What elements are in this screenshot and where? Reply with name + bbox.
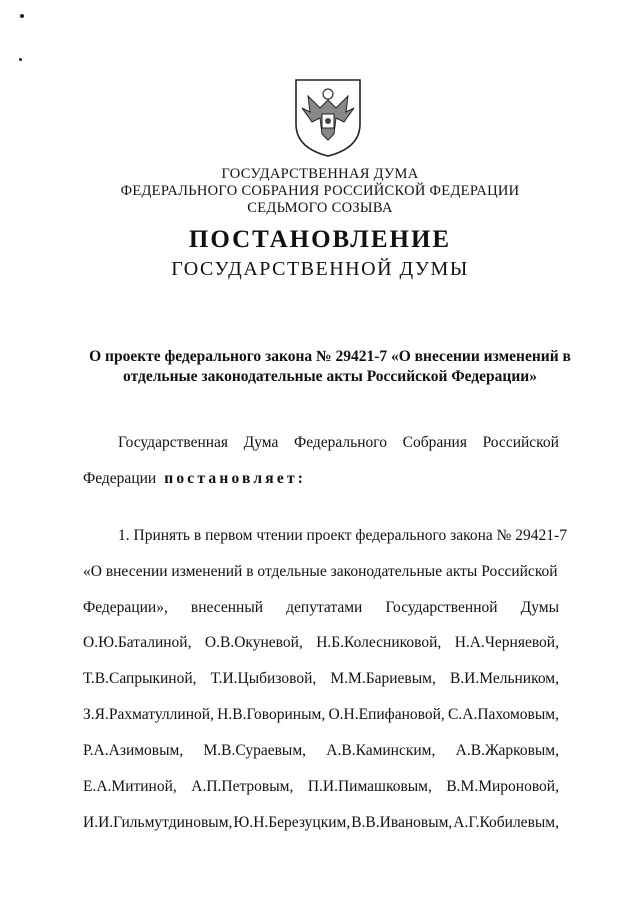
preamble-word: Государственная bbox=[118, 434, 229, 451]
body-word: Т.В.Сапрыкиной, bbox=[83, 670, 197, 687]
document-subtitle: ГОСУДАРСТВЕННОЙ ДУМЫ bbox=[171, 258, 469, 280]
body-word: Ю.Н.Березуцким, bbox=[233, 814, 351, 831]
preamble-word: Дума bbox=[243, 434, 279, 451]
scan-speck bbox=[19, 58, 22, 61]
body-word: Н.Б.Колесниковой, bbox=[316, 634, 442, 651]
body-word: С.А.Пахомовым, bbox=[448, 706, 559, 723]
preamble-line-1 bbox=[118, 434, 559, 452]
body-word: О.Ю.Баталиной, bbox=[83, 634, 192, 651]
body-word: Н.В.Говориным, bbox=[217, 706, 326, 723]
body-word: Н.А.Черняевой, bbox=[454, 634, 559, 651]
scan-speck bbox=[20, 14, 24, 18]
body-word: М.М.Бариевым, bbox=[330, 670, 436, 687]
body-line bbox=[83, 742, 559, 760]
body-word: А.В.Каминским, bbox=[326, 742, 436, 759]
body-word: И.И.Гильмутдиновым, bbox=[83, 814, 233, 831]
body-word: М.В.Сураевым, bbox=[203, 742, 306, 759]
body-word: Государственной bbox=[385, 599, 498, 616]
body-word: 1. Принять в первом чтении проект федерального закона № 29421-7 bbox=[118, 527, 567, 544]
body-word: О.Н.Епифановой, bbox=[328, 706, 445, 723]
body-word: А.Г.Кобилевым, bbox=[453, 814, 559, 831]
body-line bbox=[83, 778, 559, 796]
body-word: В.И.Мельником, bbox=[449, 670, 559, 687]
document-title: ПОСТАНОВЛЕНИЕ bbox=[188, 226, 452, 253]
body-word: А.В.Жарковым, bbox=[455, 742, 559, 759]
body-word: П.И.Пимашковым, bbox=[307, 778, 432, 795]
issuer-line-2: ФЕДЕРАЛЬНОГО СОБРАНИЯ РОССИЙСКОЙ ФЕДЕРАЦИИ bbox=[120, 183, 520, 199]
body-word: «О внесении изменений в отдельные законодательные акты Российской bbox=[83, 563, 558, 580]
body-word: З.Я.Рахматуллиной, bbox=[83, 706, 214, 723]
body-line bbox=[83, 634, 559, 652]
issuer-line-3: СЕДЬМОГО СОЗЫВА bbox=[247, 200, 393, 216]
body-word: Е.А.Митиной, bbox=[83, 778, 177, 795]
body-line bbox=[83, 563, 559, 581]
body-word: Федерации», bbox=[83, 599, 168, 616]
body-word: Думы bbox=[520, 599, 559, 616]
preamble-federation: Федерации bbox=[83, 470, 157, 487]
body-word: О.В.Окуневой, bbox=[204, 634, 303, 651]
issuer-line-1: ГОСУДАРСТВЕННАЯ ДУМА bbox=[221, 166, 419, 182]
body-line bbox=[118, 527, 567, 545]
body-word: А.П.Петровым, bbox=[191, 778, 294, 795]
body-word: внесенный bbox=[190, 599, 264, 616]
body-line bbox=[83, 670, 559, 688]
body-line bbox=[83, 599, 559, 617]
body-word: В.В.Ивановым, bbox=[351, 814, 453, 831]
preamble-word: Собрания bbox=[402, 434, 467, 451]
coat-of-arms-emblem bbox=[290, 78, 366, 158]
subject-line-2: отдельные законодательные акты Российской Федерации» bbox=[123, 368, 537, 385]
body-word: депутатами bbox=[286, 599, 363, 616]
body-word: Т.И.Цыбизовой, bbox=[210, 670, 317, 687]
preamble-resolves: постановляет: bbox=[164, 470, 307, 487]
preamble-word: Федерального bbox=[293, 434, 388, 451]
body-line bbox=[83, 814, 559, 832]
body-line bbox=[83, 706, 559, 724]
preamble-word: Российской bbox=[482, 434, 559, 451]
subject-line-1: О проекте федерального закона № 29421-7 «О внесении изменений в bbox=[89, 348, 571, 365]
preamble-line-2 bbox=[83, 470, 559, 488]
body-word: В.М.Мироновой, bbox=[446, 778, 559, 795]
body-word: Р.А.Азимовым, bbox=[83, 742, 184, 759]
